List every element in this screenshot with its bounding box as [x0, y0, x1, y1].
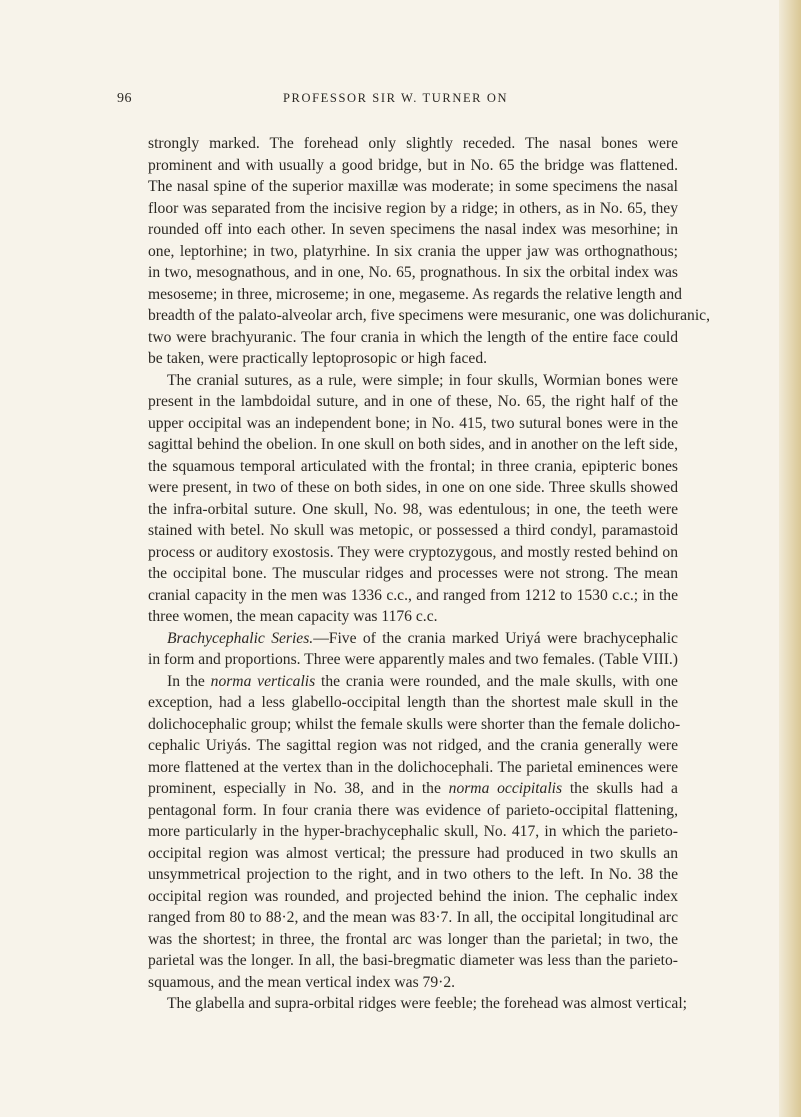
- text-line: unsymmetrical projection to the right, and in two others to the left. In No. 38 the: [148, 866, 678, 883]
- text-line: be taken, were practically leptoprosopic or high faced.: [148, 350, 488, 367]
- text-line: in form and proportions. Three were apparently males and two females. (Table VIII.): [148, 651, 678, 668]
- text-line: mesoseme; in three, microseme; in one, megaseme. As regards the relative length and: [148, 285, 682, 303]
- text-line: parietal was the longer. In all, the basi-bregmatic diameter was less than the parieto-: [148, 952, 678, 969]
- running-head: [0, 91, 801, 111]
- text-line: sagittal behind the obelion. In one skull on both sides, and in another on the left side,: [148, 436, 678, 453]
- text-line: occipital region was rounded, and projected behind the inion. The cephalic index: [148, 887, 678, 905]
- text-line: the squamous temporal articulated with the frontal; in three crania, epipteric bones: [148, 457, 678, 475]
- text-line: The glabella and supra-orbital ridges were feeble; the forehead was almost vertical;: [167, 995, 687, 1012]
- text-line: In the norma verticalis the crania were rounded, and the male skulls, with one: [167, 672, 678, 690]
- text-line: The nasal spine of the superior maxillæ was moderate; in some specimens the nasal: [148, 178, 678, 195]
- text-line: pentagonal form. In four crania there was evidence of parieto-occipital flattening,: [148, 801, 678, 819]
- text-line: process or auditory exostosis. They were cryptozygous, and mostly rested behind on: [148, 543, 678, 561]
- text-line: the infra-orbital suture. One skull, No. 98, was edentulous; in one, the teeth were: [148, 500, 678, 518]
- text-line: more flattened at the vertex than in the dolichocephali. The parietal eminences were: [148, 758, 678, 776]
- text-line: the occipital bone. The muscular ridges and processes were not strong. The mean: [148, 565, 678, 582]
- running-title: PROFESSOR SIR W. TURNER ON: [283, 91, 509, 105]
- text-line: was the shortest; in three, the frontal arc was longer than the parietal; in two, the: [148, 930, 678, 948]
- text-line: were present, in two of these on both sides, in one on one side. Three skulls showed: [148, 479, 678, 496]
- text-line: three women, the mean capacity was 1176 c.c.: [148, 608, 438, 625]
- text-line: occipital region was almost vertical; the pressure had produced in two skulls an: [148, 844, 678, 862]
- text-line: cranial capacity in the men was 1336 c.c., and ranged from 1212 to 1530 c.c.; in the: [148, 586, 678, 604]
- section-heading: Brachycephalic Series.: [167, 629, 314, 647]
- text-line: rounded off into each other. In seven specimens the nasal index was mesorhine; in: [148, 221, 678, 238]
- text-line: more particularly in the hyper-brachycephalic skull, No. 417, in which the parieto-: [148, 823, 678, 840]
- text-line: The cranial sutures, as a rule, were simple; in four skulls, Wormian bones were: [167, 371, 678, 389]
- text-line: exception, had a less glabello-occipital length than the shortest male skull in the: [148, 694, 678, 711]
- text-line: dolichocephalic group; whilst the female skulls were shorter than the female dolicho-: [148, 715, 681, 733]
- text-line: squamous, and the mean vertical index was 79·2.: [148, 973, 456, 991]
- text-line: one, leptorhine; in two, platyrhine. In six crania the upper jaw was orthognathous;: [148, 242, 678, 260]
- text-line: two were brachyuranic. The four crania in which the length of the entire face could: [148, 328, 678, 346]
- text-line: Brachycephalic Series.—Five of the crania marked Uriyá were brachycephalic: [167, 629, 678, 647]
- page-edge: [779, 0, 801, 1117]
- text-line: in two, mesognathous, and in one, No. 65, prognathous. In six the orbital index was: [148, 264, 678, 281]
- page-number: 96: [117, 91, 132, 106]
- italic-term: norma occipitalis: [448, 780, 563, 797]
- text-line: present in the lambdoidal suture, and in one of these, No. 65, the right half of the: [148, 393, 678, 410]
- text-line: breadth of the palato-alveolar arch, five specimens were mesuranic, one was dolichuranic,: [148, 307, 710, 324]
- text-line: floor was separated from the incisive region by a ridge; in others, as in No. 65, they: [148, 199, 678, 217]
- text-line: prominent, especially in No. 38, and in the norma occipitalis the skulls had a: [148, 780, 678, 797]
- text-line: prominent and with usually a good bridge, but in No. 65 the bridge was flattened.: [148, 156, 678, 174]
- text-line: stained with betel. No skull was metopic, or possessed a third condyl, paramastoid: [148, 522, 678, 539]
- text-line: strongly marked. The forehead only slightly receded. The nasal bones were: [148, 135, 678, 152]
- text-line: upper occipital was an independent bone; in No. 415, two sutural bones were in the: [148, 414, 678, 432]
- body-text: [148, 133, 710, 1015]
- text-line: cephalic Uriyás. The sagittal region was not ridged, and the crania generally were: [148, 737, 678, 754]
- italic-term: norma verticalis: [210, 672, 316, 690]
- text-line: ranged from 80 to 88·2, and the mean was 83·7. In all, the occipital longitudinal arc: [148, 909, 678, 926]
